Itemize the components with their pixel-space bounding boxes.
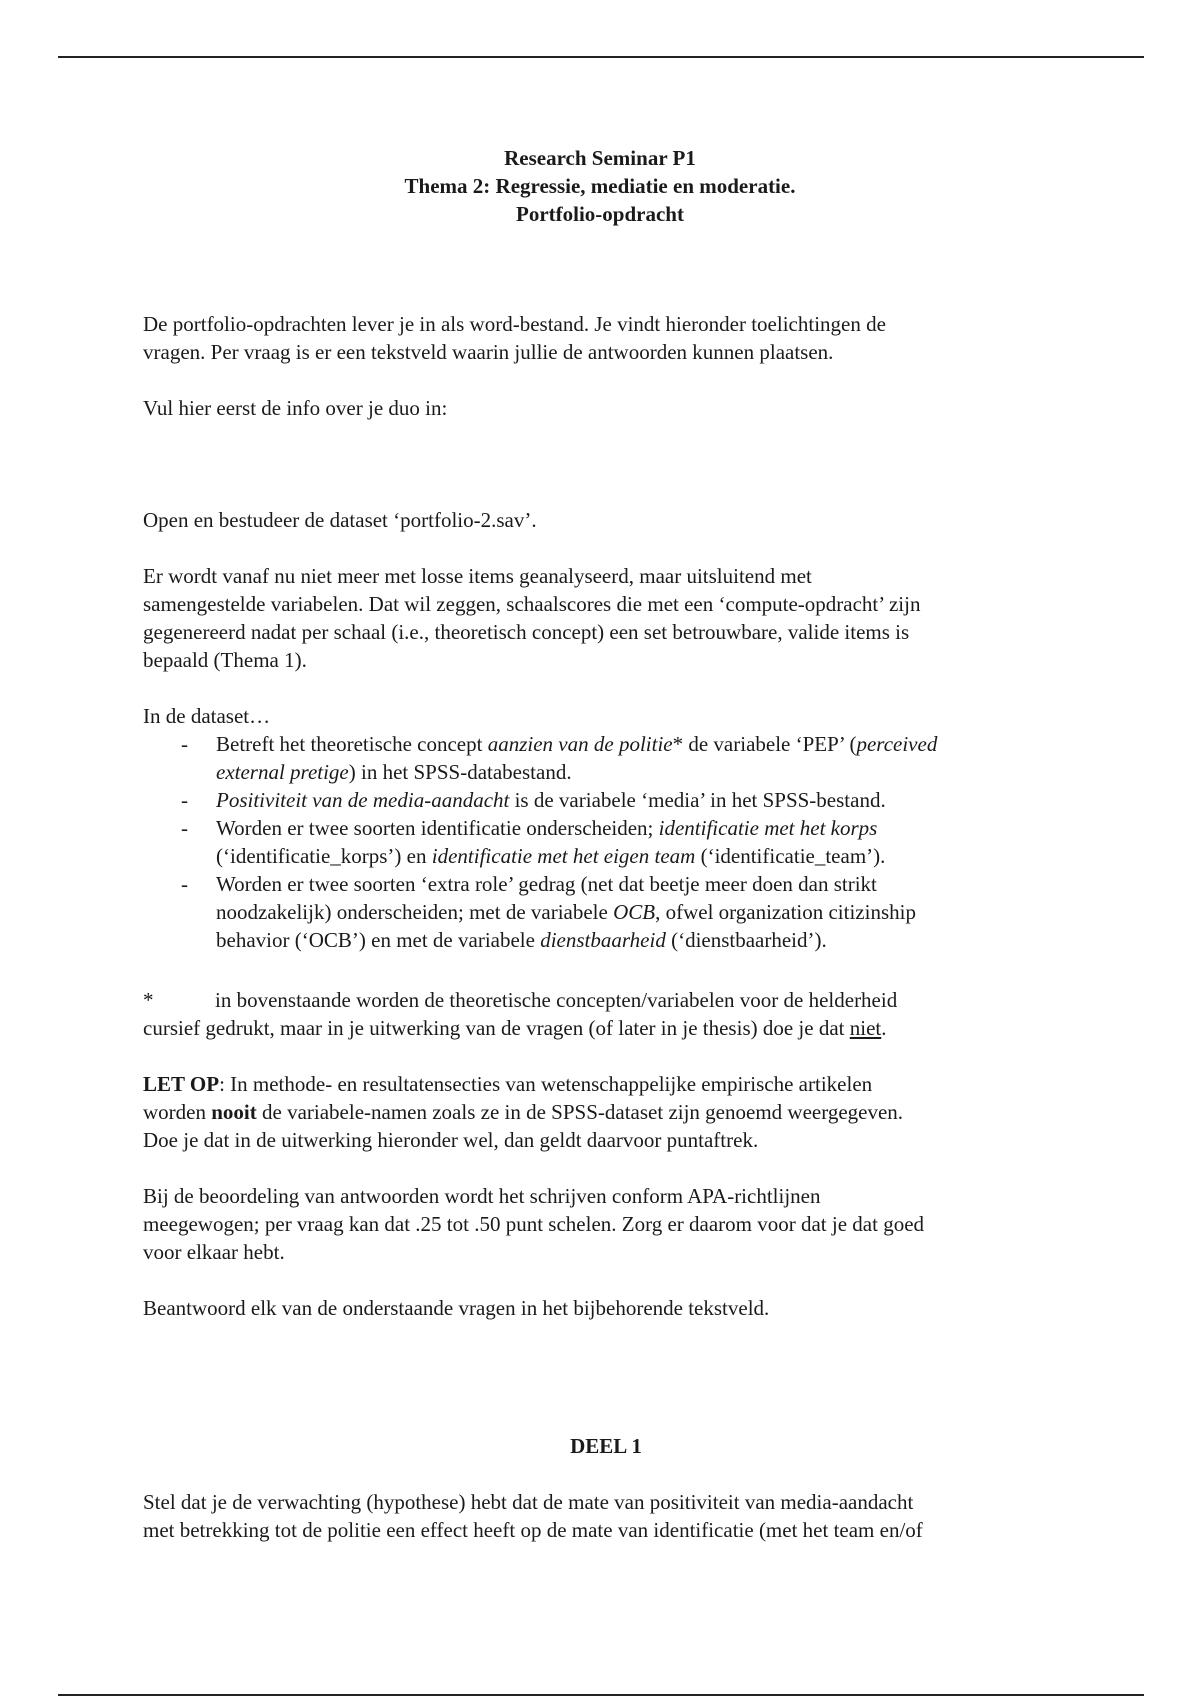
paragraph-line: samengestelde variabelen. Dat wil zeggen, schaalscores die met een ‘compute-opdracht’ zijn <box>143 592 921 616</box>
bullet-dash: - <box>181 732 188 756</box>
bullet-dash: - <box>181 872 188 896</box>
paragraph-line: bepaald (Thema 1). <box>143 648 307 672</box>
document-title <box>0 144 1200 228</box>
answer-instruction: Beantwoord elk van de onderstaande vragen in het bijbehorende tekstveld. <box>143 1296 770 1320</box>
let-op-notice: LET OP: In methode- en resultatensecties van wetenschappelijke empirische artikelen worden nooit de variabele-namen zoals ze in de SPSS-dataset zijn genoemd weergegeven. Doe je dat in de uitwerking hieronder wel, dan geldt daarvoor puntaftrek. <box>143 1072 904 1152</box>
paragraph-line: voor elkaar hebt. <box>143 1240 285 1264</box>
variable-list <box>143 730 1083 954</box>
paragraph-line: gegenereerd nadat per schaal (i.e., theoretisch concept) een set betrouwbare, valide items is <box>143 620 910 644</box>
footnote: * in bovenstaande worden de theoretische concepten/variabelen voor de helderheid cursief gedrukt, maar in je uitwerking van de vragen (of later in je thesis) doe je dat niet. <box>143 988 898 1040</box>
footnote-marker: * <box>143 988 154 1012</box>
hypothesis-paragraph <box>143 1488 1063 1544</box>
paragraph-line: Er wordt vanaf nu niet meer met losse items geanalyseerd, maar uitsluitend met <box>143 564 812 588</box>
intro-line: De portfolio-opdrachten lever je in als word-bestand. Je vindt hieronder toelichtingen de <box>143 312 886 336</box>
paragraph-line: meegewogen; per vraag kan dat .25 tot .50 punt schelen. Zorg er daarom voor dat je dat goed <box>143 1212 925 1236</box>
paragraph-line: Stel dat je de verwachting (hypothese) hebt dat de mate van positiviteit van media-aandacht <box>143 1490 914 1514</box>
title-line-1: Research Seminar P1 <box>504 146 696 170</box>
list-item: - Positiviteit van de media-aandacht is de variabele ‘media’ in het SPSS-bestand. <box>181 788 886 812</box>
apa-paragraph <box>143 1182 1063 1266</box>
open-dataset-instruction: Open en bestudeer de dataset ‘portfolio-2.sav’. <box>143 508 537 532</box>
bullet-dash: - <box>181 816 188 840</box>
emphasis-niet: niet <box>849 1016 882 1040</box>
bullet-dash: - <box>181 788 188 812</box>
let-op-label: LET OP <box>143 1072 220 1096</box>
intro-paragraph <box>143 310 1063 366</box>
paragraph-line: Bij de beoordeling van antwoorden wordt het schrijven conform APA-richtlijnen <box>143 1184 821 1208</box>
paragraph-line: met betrekking tot de politie een effect heeft op de mate van identificatie (met het team en/of <box>143 1518 923 1542</box>
title-line-2: Thema 2: Regressie, mediatie en moderatie. <box>404 174 796 198</box>
dataset-intro: In de dataset… <box>143 704 271 728</box>
bottom-rule <box>58 1694 1144 1696</box>
list-item: - Betreft het theoretische concept aanzien van de politie* de variabele ‘PEP’ (perceived external pretige) in het SPSS-databestand. <box>181 732 938 784</box>
duo-prompt: Vul hier eerst de info over je duo in: <box>143 396 448 420</box>
list-item: - Worden er twee soorten identificatie onderscheiden; identificatie met het korps (‘identificatie_korps’) en identificatie met het eigen team (‘identificatie_team’). <box>181 816 886 868</box>
variables-paragraph <box>143 562 1063 674</box>
list-item: - Worden er twee soorten ‘extra role’ gedrag (net dat beetje meer doen dan strikt noodzakelijk) onderscheiden; met de variabele OCB, ofwel organization citizinship behavior (‘OCB’) en met de variabele dienstbaarheid (‘dienstbaarheid’). <box>181 872 916 952</box>
title-line-3: Portfolio-opdracht <box>516 202 684 226</box>
section-heading-deel-1: DEEL 1 <box>570 1434 642 1458</box>
top-rule <box>58 56 1144 58</box>
intro-line: vragen. Per vraag is er een tekstveld waarin jullie de antwoorden kunnen plaatsen. <box>143 340 834 364</box>
